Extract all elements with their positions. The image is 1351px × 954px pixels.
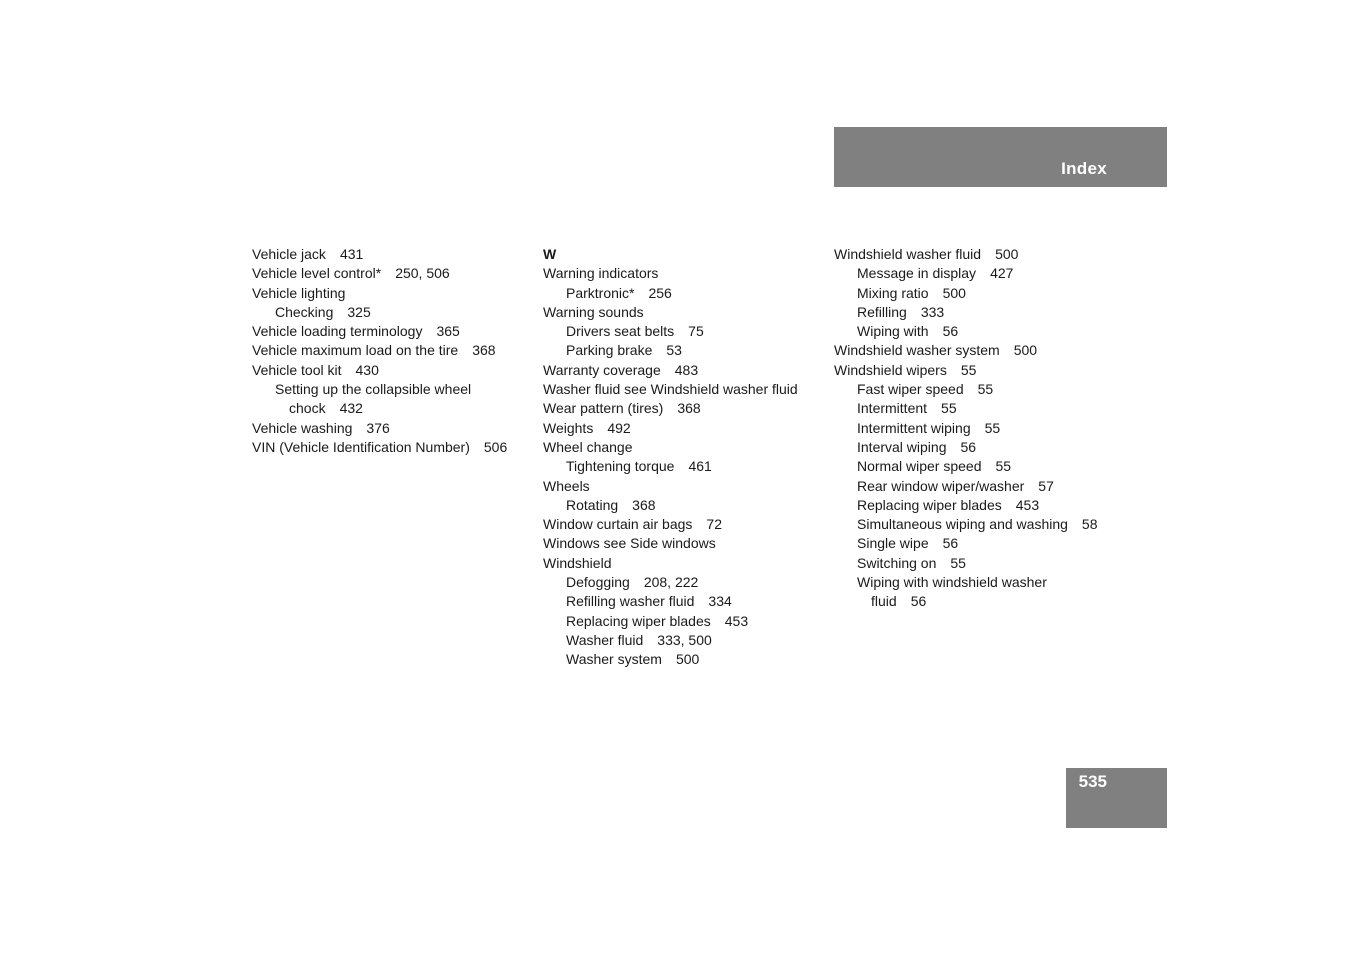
index-term: Window curtain air bags (543, 516, 693, 533)
index-term: Wear pattern (tires) (543, 400, 664, 417)
index-entry (834, 322, 1124, 341)
index-term: Intermittent wiping (857, 419, 971, 436)
index-page-ref[interactable]: 56 (960, 438, 977, 455)
index-entry (834, 264, 1124, 283)
index-term: Warranty coverage (543, 361, 661, 378)
index-page-ref[interactable]: 427 (990, 265, 1014, 282)
index-page-ref[interactable]: 368 (677, 400, 701, 417)
index-term: Fast wiper speed (857, 381, 964, 398)
index-page-ref[interactable]: 56 (910, 593, 927, 610)
index-term: Wheel change (543, 438, 633, 455)
index-entry (543, 380, 828, 399)
index-entry (834, 341, 1124, 360)
index-page-ref[interactable]: 506 (483, 438, 508, 455)
index-term: fluid (871, 593, 897, 610)
index-page-ref[interactable]: 333 (920, 303, 945, 320)
index-term: Weights (543, 419, 594, 436)
index-term: Refilling (857, 303, 907, 320)
index-column-1 (252, 245, 537, 457)
index-term: Parktronic* (566, 284, 635, 301)
index-term: Checking (275, 303, 334, 320)
index-entry (543, 496, 828, 515)
index-term: Replacing wiper blades (857, 496, 1002, 513)
index-page-ref[interactable]: 500 (1013, 342, 1038, 359)
index-page-ref[interactable]: 376 (366, 419, 390, 436)
index-entry (543, 361, 828, 380)
index-entry (834, 245, 1124, 264)
index-entry (834, 303, 1124, 322)
index-column-3 (834, 245, 1124, 612)
index-page-ref[interactable]: 208, 222 (643, 574, 699, 591)
index-entry (543, 264, 828, 283)
index-entry (543, 631, 828, 650)
index-term: Replacing wiper blades (566, 612, 711, 629)
index-term: Vehicle lighting (252, 284, 346, 301)
index-entry (543, 612, 828, 631)
index-entry (543, 573, 828, 592)
index-page-ref[interactable]: 55 (995, 458, 1012, 475)
index-term: Windshield washer system (834, 342, 1000, 359)
index-entry (543, 592, 828, 611)
index-entry (543, 322, 828, 341)
index-entry (834, 554, 1124, 573)
index-entry (252, 245, 537, 264)
index-page-ref[interactable]: 334 (708, 593, 732, 610)
index-term: Windows see Side windows (543, 535, 716, 552)
index-term: Warning indicators (543, 265, 659, 282)
index-page-ref[interactable]: 55 (941, 400, 957, 417)
page-number: 535 (1078, 772, 1107, 791)
index-entry (834, 438, 1124, 457)
index-page-ref[interactable]: 55 (984, 419, 1001, 436)
index-entry (543, 554, 828, 573)
index-term: chock (289, 400, 326, 417)
index-entry (252, 341, 537, 360)
index-term: Vehicle loading terminology (252, 323, 423, 340)
index-entry (543, 341, 828, 360)
index-page-ref[interactable]: 500 (675, 651, 700, 668)
index-term: Parking brake (566, 342, 653, 359)
index-term: Washer fluid (566, 631, 644, 648)
index-page-ref[interactable]: 57 (1038, 477, 1054, 494)
index-page-ref[interactable]: 365 (436, 323, 460, 340)
index-page-ref[interactable]: 56 (942, 535, 959, 552)
index-entry (252, 322, 537, 341)
index-page-ref[interactable]: 58 (1081, 516, 1098, 533)
index-entry (543, 419, 828, 438)
index-term: Refilling washer fluid (566, 593, 695, 610)
index-page-ref[interactable]: 432 (339, 400, 363, 417)
index-entry (543, 457, 828, 476)
index-term: Windshield wipers (834, 361, 947, 378)
index-page-ref[interactable]: 431 (339, 246, 364, 262)
index-term: Defogging (566, 574, 630, 591)
index-entry (543, 438, 828, 457)
index-page-ref[interactable]: 55 (950, 554, 966, 571)
index-term: Simultaneous wiping and washing (857, 516, 1068, 533)
index-page-ref[interactable]: 250, 506 (395, 265, 450, 282)
index-term: Washer system (566, 651, 662, 668)
index-term: Wheels (543, 477, 590, 494)
index-entry (252, 303, 537, 322)
index-term: Vehicle maximum load on the tire (252, 342, 459, 359)
index-term: Setting up the collapsible wheel (275, 381, 472, 398)
index-page-ref[interactable]: 500 (995, 246, 1019, 262)
index-term: Vehicle tool kit (252, 361, 342, 378)
section-header-tab (834, 127, 1167, 187)
index-term: Message in display (857, 265, 977, 282)
index-page-ref[interactable]: 56 (942, 323, 959, 340)
index-term: Tightening torque (566, 458, 675, 475)
index-entry (543, 477, 828, 496)
index-entry (252, 264, 537, 283)
index-entry (543, 534, 828, 553)
index-page-ref[interactable]: 72 (706, 516, 722, 533)
section-title: Index (1061, 159, 1107, 178)
index-entry (834, 534, 1124, 553)
index-term: Wiping with windshield washer (857, 574, 1047, 591)
index-term: Wiping with (857, 323, 929, 340)
index-entry (543, 303, 828, 322)
index-term: Single wipe (857, 535, 929, 552)
index-entry (252, 399, 537, 418)
index-entry (834, 284, 1124, 303)
index-term: Vehicle jack (252, 246, 326, 262)
index-entry (834, 380, 1124, 399)
index-term: Normal wiper speed (857, 458, 982, 475)
index-entry (543, 399, 828, 418)
index-term: Vehicle washing (252, 419, 353, 436)
index-page-ref[interactable]: 368 (632, 496, 656, 513)
index-term: Vehicle level control* (252, 265, 382, 282)
index-letter-heading: W (543, 246, 557, 262)
index-page-ref[interactable]: 453 (724, 612, 749, 629)
index-column-2 (543, 245, 828, 670)
index-term: Switching on (857, 554, 937, 571)
index-term: Rear window wiper/washer (857, 477, 1025, 494)
index-page-ref[interactable]: 500 (942, 284, 966, 301)
index-page-ref[interactable]: 461 (688, 458, 712, 475)
index-page-ref[interactable]: 368 (472, 342, 496, 359)
index-entry (834, 457, 1124, 476)
page-number-tab (1066, 768, 1167, 828)
index-entry (252, 284, 537, 303)
index-page-ref[interactable]: 53 (666, 342, 682, 359)
index-term: Mixing ratio (857, 284, 929, 301)
index-page-ref[interactable]: 483 (674, 361, 699, 378)
index-entry (252, 361, 537, 380)
index-entry (834, 477, 1124, 496)
index-page-ref[interactable]: 75 (688, 323, 704, 340)
index-term: Washer fluid see Windshield washer fluid (543, 381, 798, 398)
index-term: VIN (Vehicle Identification Number) (252, 438, 470, 455)
index-term: Windshield washer fluid (834, 246, 982, 262)
index-entry (252, 438, 537, 457)
index-entry (543, 515, 828, 534)
index-page-ref[interactable]: 492 (607, 419, 631, 436)
index-page-ref[interactable]: 430 (355, 361, 379, 378)
index-page-ref[interactable]: 55 (960, 361, 977, 378)
index-entry (834, 399, 1124, 418)
index-entry (834, 419, 1124, 438)
index-page-ref[interactable]: 256 (648, 284, 672, 301)
index-entry (834, 361, 1124, 380)
index-term: Rotating (566, 496, 619, 513)
index-entry (834, 515, 1124, 534)
index-term: Interval wiping (857, 438, 947, 455)
index-entry (543, 284, 828, 303)
index-term: Drivers seat belts (566, 323, 675, 340)
index-entry (834, 592, 1124, 611)
index-entry (252, 419, 537, 438)
index-page-ref[interactable]: 453 (1015, 496, 1040, 513)
index-entry (834, 573, 1124, 592)
index-entry (543, 650, 828, 669)
index-entry (252, 380, 537, 399)
index-page-ref[interactable]: 55 (977, 381, 994, 398)
index-page-ref[interactable]: 325 (347, 303, 371, 320)
index-term: Windshield (543, 554, 612, 571)
index-term: Warning sounds (543, 303, 644, 320)
index-entry (834, 496, 1124, 515)
index-term: Intermittent (857, 400, 928, 417)
index-page-ref[interactable]: 333, 500 (657, 631, 712, 648)
